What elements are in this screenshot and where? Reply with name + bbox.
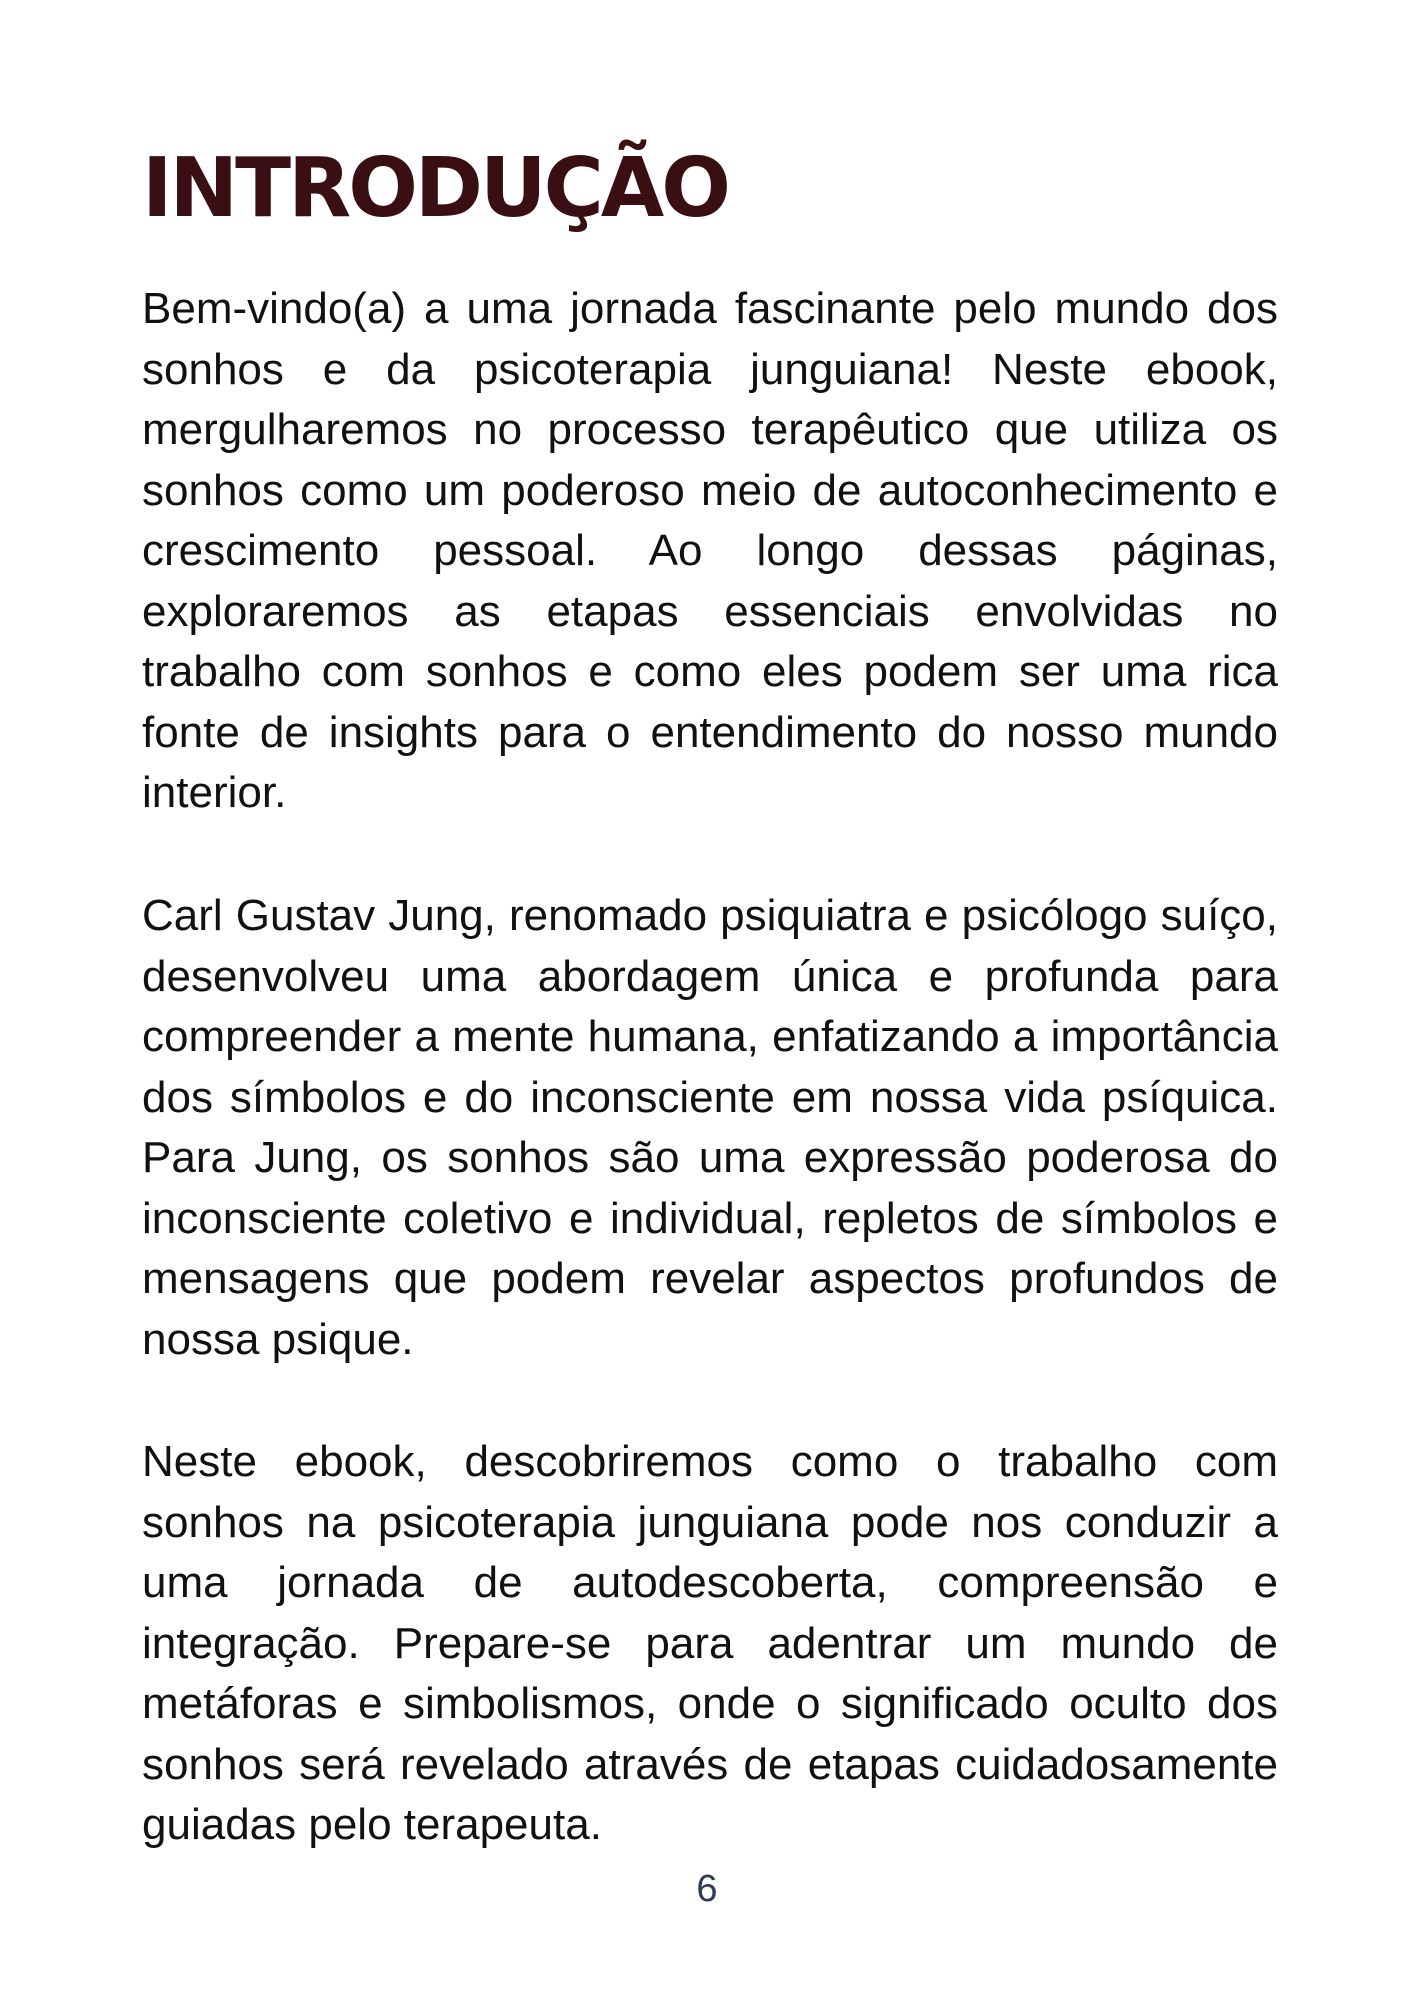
paragraph-ebook-journey: Neste ebook, descobriremos como o trabalho com sonhos na psicoterapia junguiana pode nos conduzir a uma jornada de autodescoberta, compreensão e integração. Prepare-se para adentrar um mundo de metáforas e simbolismos, onde o significado oculto dos sonhos será revelado através de etapas cuidadosamente guiadas pelo terapeuta. [142,1437,1278,1849]
page-number: 6 [696,1868,718,1910]
paragraph-welcome: Bem-vindo(a) a uma jornada fascinante pelo mundo dos sonhos e da psicoterapia junguiana! Neste ebook, mergulharemos no processo terapêutico que utiliza os sonhos como um poderoso meio de autoconhecimento e crescimento pessoal. Ao longo dessas páginas, exploraremos as etapas essenciais envolvidas no trabalho com sonhos e como eles podem ser uma rica fonte de insights para o entendimento do nosso mundo interior. [142,284,1278,817]
page-title: INTRODUÇÃO [142,141,728,236]
paragraph-jung: Carl Gustav Jung, renomado psiquiatra e psicólogo suíço, desenvolveu uma abordagem única e profunda para compreender a mente humana, enfatizando a importância dos símbolos e do inconsciente em nossa vida psíquica. Para Jung, os sonhos são uma expressão poderosa do inconsciente coletivo e individual, repletos de símbolos e mensagens que podem revelar aspectos profundos de nossa psique. [142,891,1278,1364]
